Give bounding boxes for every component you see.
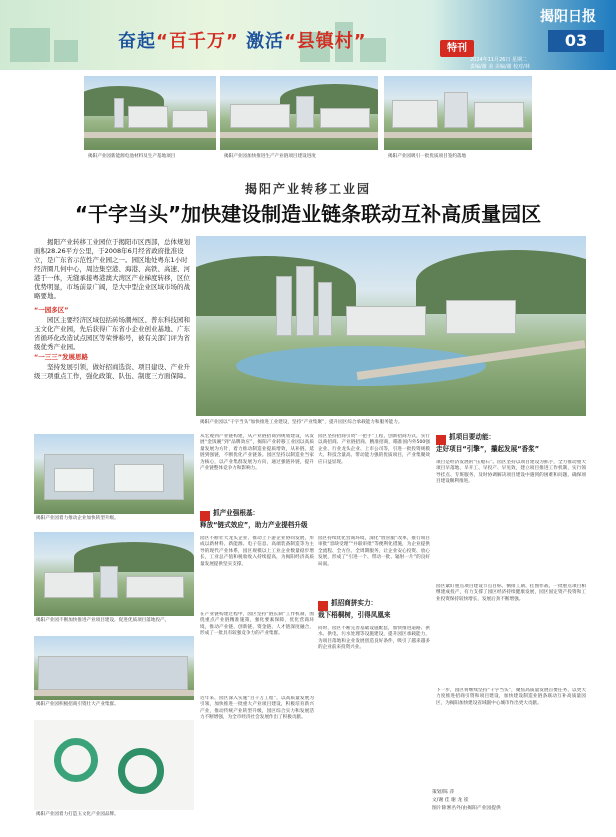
left-caption-2: 揭阳产业园不断加快推进产业项目建设，促进优质项目落地投产。: [36, 618, 170, 623]
left-caption-1: 揭阳产业园着力推动企业加快转型升级。: [36, 516, 119, 521]
jade-bangle-left: [54, 738, 98, 782]
date-line: 2024年11月26日 星期二: [470, 57, 528, 63]
banner-quote-1: “百千万”: [156, 31, 239, 52]
column-a-text-1: 从宏观到产业链构建，从产业链招商到规划建设，从发展“金饭碗”到“品牌效应”，揭阳产业转移工业园以高质量发展为方针，着力推动制造业提质增效，从补链、延链到强链，不断优化产业链条。园区坚持以制造业当家为核心，以产业集群发展为方向，通过强链补链，提升产业链整体竞争力和影响力。: [200, 434, 314, 472]
column-b-text-1: 园区坚持招商引资“一把手”工程，创新招商方式，实行以商招商、产业链招商、精准招商，瞄准国内外500强企业、行业龙头企业、上市公司等，引进一批投资规模大、科技含量高、带动能力强的优质项目，产业集聚效应日益显现。: [318, 434, 430, 465]
section-3-title: 抓项目要动能：: [449, 433, 496, 441]
subheadline: 揭阳产业转移工业园: [244, 182, 371, 196]
column-b-text-3: 同时，园区不断完善基础设施配套，加快推进道路、供水、供电、污水处理等设施建设，提升园区承载能力，为项目落地和企业发展创造良好条件，吸引了越来越多的企业前来投资兴业。: [318, 626, 430, 651]
left-caption-3: 揭阳产业园积极招商引资壮大产业集群。: [36, 702, 119, 707]
section-marker: [200, 511, 210, 521]
intro-paragraph-1: 揭阳产业转移工业园位于揭阳市区西部，总体规划面积28.26平方公里，于2008年6月经省政府批准设立，是广东省示范性产业园之一。园区地处粤东1小时经济圈几何中心，周边集空港、海港、高铁、高速、河港于一体，无缝承接粤港澳大湾区产业梯度转移，区位优势明显，市场前景广阔，是大中型企业区域市场的战略要地。: [34, 238, 190, 300]
banner-building-decor: [10, 28, 50, 62]
top-caption-1: 揭阳产业园新能源电池材料及生产基地项目: [88, 154, 176, 159]
banner-mid: 激活: [245, 31, 284, 52]
column-b-text-2: 园区持续优化营商环境，深化“放管服”改革，推行项目审批“容缺受理”“并联审批”等便利化措施，为企业提供全流程、全方位、全周期服务，让企业安心投资、放心发展，形成了“引进一个、带动一批、辐射一片”的良好局面。: [318, 536, 430, 567]
section-3-subheading: [436, 446, 586, 459]
paper-name: 揭阳日报: [540, 9, 596, 25]
top-photo-2: [220, 76, 378, 150]
jade-bangle-right: [118, 748, 164, 794]
section-2-subheading: [318, 612, 430, 625]
top-photo-3: [384, 76, 532, 150]
section-1-title: 抓产业强根基：: [213, 509, 260, 517]
top-photo-1: [84, 76, 216, 150]
column-a-text-4: 近年来，园区深入实施“百千万工程”，以高质量发展为引领，加快推进一批重大产业项目建设，积极培育新兴产业，推动传统产业转型升级，园区综合实力和发展活力不断增强，为全市经济社会发展作出了积极贡献。: [200, 696, 314, 721]
main-photo: [196, 236, 586, 416]
column-c-text-3: 下一步，园区将继续坚持“干字当头”，聚焦高质量发展首要任务，以更大力度推进招商引资和项目建设，加快建设制造业链条联动互补高质量园区，为揭阳加快建设省域副中心城市作出更大贡献。: [436, 688, 586, 706]
column-a-text-2: 园区不断壮大龙头企业，推动上下游企业协同发展，形成以新材料、新能源、电子信息、高端装备制造等为主导的现代产业体系，园区规模以上工业企业数量稳步增长，工业总产值和税收收入持续提高，为揭阳经济高质量发展提供坚实支撑。: [200, 536, 314, 567]
column-c-text-2: 园区紧盯重点项目建设节点目标，倒排工期、挂图作战，一批重点项目相继建成投产，有力支撑了园区经济持续健康发展，园区固定资产投资和工业投资保持较快增长，发展后劲不断增强。: [436, 584, 586, 602]
main-photo-caption: 揭阳产业园以“干字当头”加快推进工业建设，坚持“产业集聚”，提升园区综合承载能力和服务能力。: [200, 420, 403, 425]
byline-photo: 图片除署名外/由揭阳产业园提供: [432, 806, 501, 811]
intro-heading-1: “一园多区”: [34, 306, 69, 314]
special-issue-tag: 特刊: [440, 40, 474, 57]
left-caption-4: 揭阳产业园着力打造玉文化产业园品牌。: [36, 812, 119, 817]
section-1-subheading: [200, 522, 314, 535]
left-photo-1: [34, 434, 194, 514]
editor-line: 责编/谢 美 美编/谢 校对/林: [470, 64, 530, 70]
section-2-subtitle: 栽下梧桐树，引得凤凰来: [318, 611, 391, 619]
left-photo-2: [34, 532, 194, 616]
byline-author: 文/谢 佳 谢 龙 崔: [432, 798, 469, 803]
intro-paragraph-2: 园区主要经济区域包括砖场潮州区、普东科技园和玉文化产业园，先后获得广东省小企业创业基地、广东省循环化改造试点园区等荣誉称号，被有关部门评为省级优秀产业园。: [34, 316, 190, 351]
top-caption-2: 揭阳产业园加快推进生产产业链项目建设进度: [224, 154, 316, 159]
jade-photo: [34, 720, 194, 810]
top-caption-3: 揭阳产业园吸引一批优质项目签约落地: [388, 154, 467, 159]
column-c-text-1: 项目是经济发展的“压舱石”。园区坚持以项目建设为抓手，全力推动重大项目早落地、早开工、早投产、早见效，建立项目推进工作机制，实行领导挂点、专班服务，及时协调解决项目建设中遇到的困难和问题，确保项目建设顺利推进。: [436, 460, 586, 485]
intro-heading-2: “一三三”发展思路: [34, 353, 89, 361]
intro-paragraph-3: 坚持发展引领，做好招商选资、项目建设、产业升级三项重点工作，强化政策、队伍、制度三方面保障。: [34, 363, 190, 380]
section-marker: [318, 601, 328, 611]
left-photo-3: [34, 636, 194, 700]
byline-planning: 策划/陈 萍: [432, 790, 455, 795]
banner-quote-2: “县镇村”: [283, 31, 367, 52]
section-3-subtitle: 走好项目“引擎”，攥起发展“香浆”: [436, 445, 540, 453]
banner-slogan: [118, 27, 367, 53]
page-number: 03: [548, 30, 604, 52]
banner-building-decor: [54, 40, 78, 62]
page-title: “干字当头”加快建设制造业链条联动互补高质量园区: [74, 202, 542, 226]
banner-left: 奋起: [118, 31, 156, 52]
column-a-text-3: 在产业链构建过程中，园区坚持“链长制”工作机制，围绕重点产业链精准施策，强化要素保障，优化营商环境，推动产业链、创新链、资金链、人才链深度融合，形成了一批具有较强竞争力的产业集群。: [200, 612, 314, 637]
section-marker: [436, 435, 446, 445]
section-2-title: 抓招商拼实力：: [331, 599, 378, 607]
masthead-banner: [0, 0, 616, 70]
section-1-subtitle: 释放“链式效应”，助力产业提档升级: [200, 521, 308, 529]
